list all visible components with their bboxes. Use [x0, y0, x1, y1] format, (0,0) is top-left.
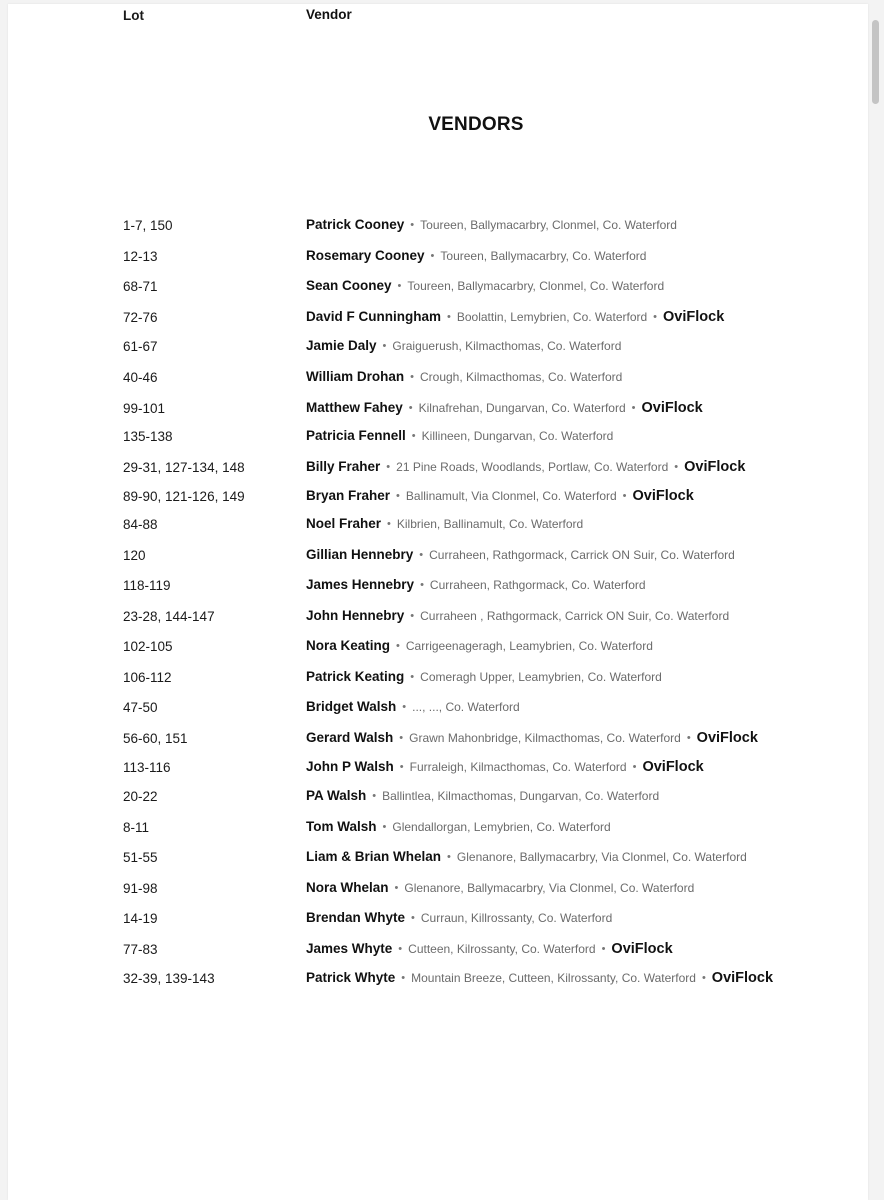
vendor-name: Matthew Fahey: [306, 400, 403, 415]
document-page: [8, 4, 868, 1200]
lot-number: 72-76: [123, 310, 158, 325]
table-row: [8, 877, 868, 899]
table-row: [8, 605, 868, 627]
vendor-entry: [306, 759, 704, 775]
vendor-address: Mountain Breeze, Cutteen, Kilrossanty, Co. Waterford: [411, 971, 696, 985]
vendor-entry: [306, 547, 735, 562]
bullet-separator: •: [397, 280, 402, 292]
lot-number: 8-11: [123, 820, 150, 835]
lot-number: 61-67: [123, 339, 158, 354]
vendor-name: William Drohan: [306, 369, 405, 384]
table-row: [8, 635, 868, 657]
vendor-address: Glenanore, Ballymacarbry, Via Clonmel, Co. Waterford: [456, 850, 747, 864]
vendor-address: Graiguerush, Kilmacthomas, Co. Waterford: [392, 339, 622, 353]
bullet-separator: •: [419, 549, 424, 561]
vendor-column-header: Vendor: [306, 7, 352, 22]
lot-number: 106-112: [123, 670, 172, 685]
vendor-name: Patrick Whyte: [306, 970, 396, 985]
vendor-name: Gerard Walsh: [306, 730, 394, 745]
bullet-separator: •: [601, 943, 606, 955]
vendor-name: Rosemary Cooney: [306, 248, 425, 263]
vendor-address: Comeragh Upper, Leamybrien, Co. Waterford: [420, 670, 662, 684]
vendor-address: Furraleigh, Kilmacthomas, Co. Waterford: [409, 760, 627, 774]
lot-column-header: Lot: [123, 8, 144, 23]
table-row: [8, 544, 868, 566]
vendor-entry: [306, 608, 729, 623]
oviflock-badge: OviFlock: [711, 970, 774, 986]
vendor-entry: [306, 217, 677, 232]
bullet-separator: •: [410, 610, 415, 622]
vendor-entry: [306, 699, 520, 714]
lot-number: 91-98: [123, 881, 158, 896]
bullet-separator: •: [394, 882, 399, 894]
vendor-address: Curraheen, Rathgormack, Carrick ON Suir, Co. Waterford: [429, 548, 735, 562]
vendor-entry: [306, 730, 758, 746]
vendor-address: Cutteen, Kilrossanty, Co. Waterford: [408, 942, 596, 956]
vendor-name: Patrick Cooney: [306, 217, 405, 232]
vendor-entry: [306, 369, 622, 384]
table-row: [8, 245, 868, 267]
bullet-separator: •: [410, 371, 414, 383]
vendor-name: James Whyte: [306, 941, 393, 956]
vendor-address: Curraun, Killrossanty, Co. Waterford: [420, 911, 613, 925]
vendor-entry: [306, 941, 673, 957]
vendor-address: 21 Pine Roads, Woodlands, Portlaw, Co. Waterford: [396, 460, 669, 474]
vendor-entry: [306, 248, 646, 263]
lot-number: 68-71: [123, 279, 158, 294]
lot-number: 120: [123, 548, 146, 563]
vendor-address: Kilbrien, Ballinamult, Co. Waterford: [396, 517, 584, 531]
vendor-name: Jamie Daly: [306, 338, 377, 353]
vendor-name: Bridget Walsh: [306, 699, 397, 714]
vendor-address: Glendallorgan, Lemybrien, Co. Waterford: [392, 820, 611, 834]
table-row: [8, 397, 868, 419]
vendor-address: ..., ..., Co. Waterford: [412, 700, 520, 714]
vendor-entry: [306, 516, 583, 531]
bullet-separator: •: [410, 671, 415, 683]
bullet-separator: •: [401, 972, 406, 984]
vendor-name: Nora Whelan: [306, 880, 389, 895]
lot-number: 56-60, 151: [123, 731, 188, 746]
vendor-name: Nora Keating: [306, 638, 391, 653]
lot-number: 102-105: [123, 639, 173, 654]
bullet-separator: •: [674, 461, 679, 473]
lot-number: 23-28, 144-147: [123, 609, 215, 624]
table-row: [8, 938, 868, 960]
vendor-address: Grawn Mahonbridge, Kilmacthomas, Co. Waterford: [409, 731, 681, 745]
bullet-separator: •: [396, 490, 400, 502]
bullet-separator: •: [632, 761, 637, 773]
vendor-name: Brendan Whyte: [306, 910, 406, 925]
vendor-name: Sean Cooney: [306, 278, 392, 293]
bullet-separator: •: [386, 461, 391, 473]
vendor-address: Ballinamult, Via Clonmel, Co. Waterford: [405, 489, 617, 503]
table-row: [8, 275, 868, 297]
vendor-address: Boolattin, Lemybrien, Co. Waterford: [456, 310, 648, 324]
table-row: [8, 366, 868, 388]
vendor-address: Kilnafrehan, Dungarvan, Co. Waterford: [418, 401, 626, 415]
vendor-address: Carrigeenageragh, Leamybrien, Co. Waterford: [405, 639, 653, 653]
bullet-separator: •: [420, 579, 424, 591]
table-row: [8, 306, 868, 328]
bullet-separator: •: [399, 732, 404, 744]
table-row: [8, 907, 868, 929]
vendor-name: Patrick Keating: [306, 669, 405, 684]
bullet-separator: •: [387, 518, 391, 530]
vendor-entry: [306, 880, 694, 895]
vendor-entry: [306, 669, 662, 684]
lot-number: 89-90, 121-126, 149: [123, 489, 245, 504]
vertical-scrollbar[interactable]: [870, 0, 882, 1200]
oviflock-badge: OviFlock: [684, 459, 746, 475]
bullet-separator: •: [653, 311, 658, 323]
table-row: [8, 727, 868, 749]
table-row: [8, 574, 868, 596]
lot-number: 14-19: [123, 911, 158, 926]
vendor-name: John Hennebry: [306, 608, 405, 623]
vendor-address: Ballintlea, Kilmacthomas, Dungarvan, Co. Waterford: [382, 789, 660, 803]
vendor-entry: [306, 849, 747, 864]
vendor-address: Toureen, Ballymacarbry, Clonmel, Co. Waterford: [420, 218, 677, 232]
vendor-address: Crough, Kilmacthomas, Co. Waterford: [420, 370, 623, 384]
vendor-name: Tom Walsh: [306, 819, 377, 834]
table-row: [8, 785, 868, 807]
bullet-separator: •: [686, 732, 691, 744]
bullet-separator: •: [631, 402, 636, 414]
vendor-entry: [306, 970, 773, 986]
bullet-separator: •: [411, 430, 416, 442]
table-row: [8, 485, 868, 507]
bullet-separator: •: [382, 821, 387, 833]
oviflock-badge: OviFlock: [632, 488, 694, 504]
table-row: [8, 967, 868, 989]
lot-number: 40-46: [123, 370, 158, 385]
lot-number: 118-119: [123, 578, 171, 593]
bullet-separator: •: [447, 851, 451, 863]
vendor-entry: [306, 819, 611, 834]
bullet-separator: •: [408, 402, 413, 414]
vendor-entry: [306, 788, 659, 803]
lot-number: 29-31, 127-134, 148: [123, 460, 245, 475]
table-row: [8, 846, 868, 868]
vendor-name: James Hennebry: [306, 577, 415, 592]
vendor-entry: [306, 338, 621, 353]
vendor-address: Toureen, Ballymacarbry, Co. Waterford: [440, 249, 647, 263]
lot-number: 1-7, 150: [123, 218, 173, 233]
vendor-name: Gillian Hennebry: [306, 547, 414, 562]
vendor-name: David F Cunningham: [306, 309, 441, 324]
vendor-entry: [306, 309, 724, 325]
vendor-address: Glenanore, Ballymacarbry, Via Clonmel, Co. Waterford: [404, 881, 695, 895]
vendor-name: PA Walsh: [306, 788, 367, 803]
vendor-name: Bryan Fraher: [306, 488, 391, 503]
bullet-separator: •: [372, 790, 377, 802]
vendor-name: Noel Fraher: [306, 516, 382, 531]
vendor-name: Patricia Fennell: [306, 428, 406, 443]
bullet-separator: •: [430, 250, 435, 262]
bullet-separator: •: [701, 972, 706, 984]
oviflock-badge: OviFlock: [696, 730, 758, 746]
table-row: [8, 335, 868, 357]
bullet-separator: •: [399, 761, 404, 773]
lot-number: 47-50: [123, 700, 158, 715]
lot-number: 113-116: [123, 760, 171, 775]
vendor-entry: [306, 488, 694, 504]
table-row: [8, 756, 868, 778]
vendor-address: Toureen, Ballymacarbry, Clonmel, Co. Waterford: [407, 279, 665, 293]
table-row: [8, 513, 868, 535]
bullet-separator: •: [402, 701, 407, 713]
bullet-separator: •: [411, 912, 415, 924]
table-row: [8, 425, 868, 447]
vendor-entry: [306, 459, 745, 475]
vendor-address: Killineen, Dungarvan, Co. Waterford: [421, 429, 614, 443]
vendor-entry: [306, 278, 664, 293]
bullet-separator: •: [410, 219, 415, 231]
bullet-separator: •: [447, 311, 451, 323]
vendor-entry: [306, 400, 703, 416]
table-row: [8, 816, 868, 838]
lot-number: 20-22: [123, 789, 158, 804]
vendor-entry: [306, 577, 646, 592]
vendor-entry: [306, 638, 653, 653]
lot-number: 32-39, 139-143: [123, 971, 215, 986]
lot-number: 77-83: [123, 942, 158, 957]
oviflock-badge: OviFlock: [611, 941, 673, 957]
table-row: [8, 666, 868, 688]
bullet-separator: •: [382, 340, 387, 352]
lot-number: 51-55: [123, 850, 158, 865]
vendor-entry: [306, 910, 612, 925]
bullet-separator: •: [622, 490, 627, 502]
vendor-name: John P Walsh: [306, 759, 394, 774]
oviflock-badge: OviFlock: [641, 400, 703, 416]
bullet-separator: •: [396, 640, 400, 652]
vendor-address: Curraheen , Rathgormack, Carrick ON Suir, Co. Waterford: [420, 609, 730, 623]
table-row: [8, 696, 868, 718]
vendor-name: Liam & Brian Whelan: [306, 849, 442, 864]
bullet-separator: •: [398, 943, 403, 955]
oviflock-badge: OviFlock: [642, 759, 704, 775]
scrollbar-thumb[interactable]: [872, 20, 879, 104]
vendor-address: Curraheen, Rathgormack, Co. Waterford: [429, 578, 646, 592]
lot-number: 84-88: [123, 517, 158, 532]
table-row: [8, 214, 868, 236]
lot-number: 99-101: [123, 401, 166, 416]
vendor-entry: [306, 428, 613, 443]
page-title: VENDORS: [428, 114, 524, 135]
vendor-name: Billy Fraher: [306, 459, 381, 474]
lot-number: 12-13: [123, 249, 158, 264]
table-row: [8, 456, 868, 478]
oviflock-badge: OviFlock: [663, 309, 725, 325]
lot-number: 135-138: [123, 429, 173, 444]
